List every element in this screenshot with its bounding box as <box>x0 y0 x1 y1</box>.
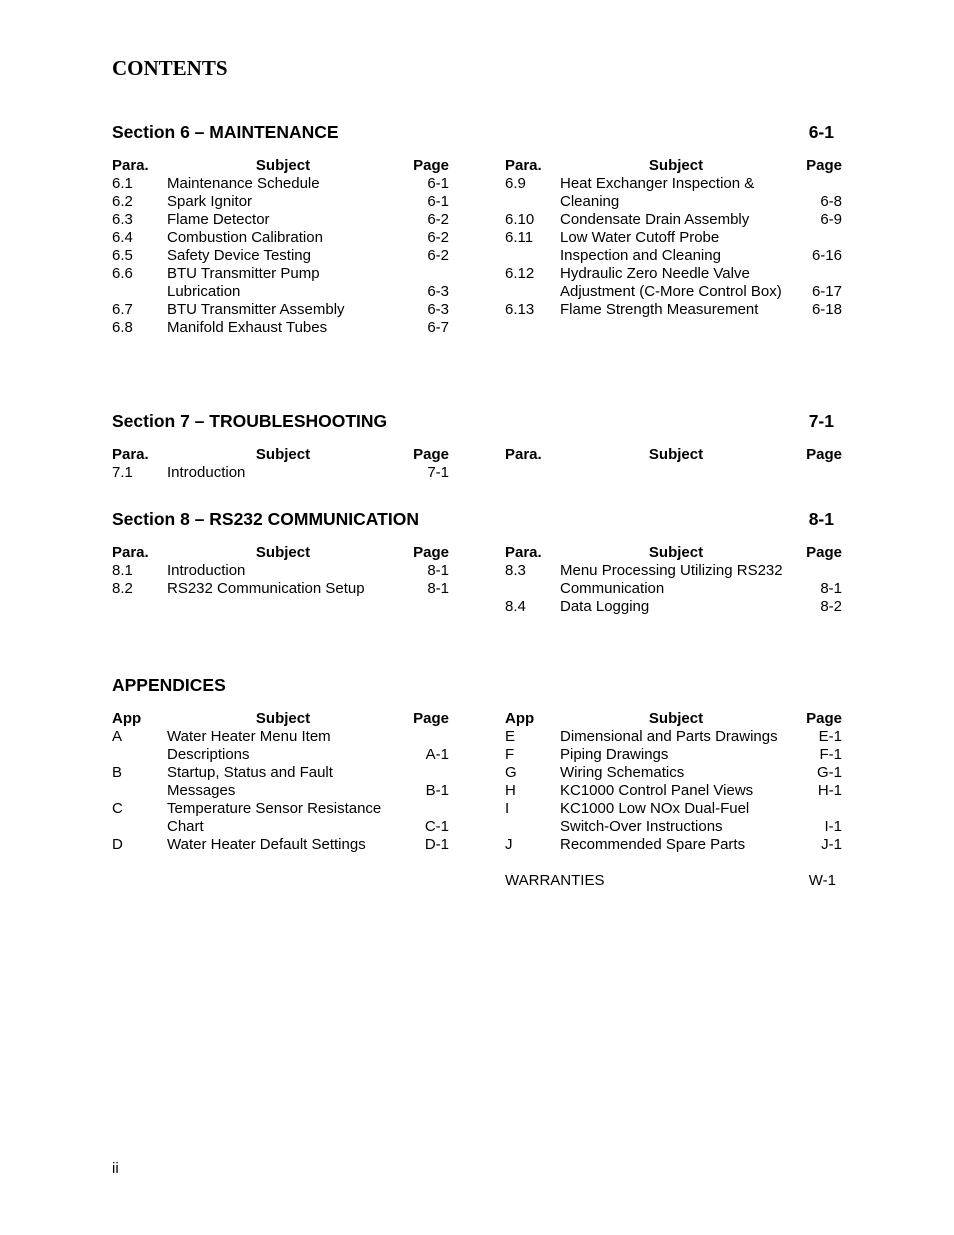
header-subject: Subject <box>255 446 311 463</box>
section-title: APPENDICES <box>112 675 226 695</box>
entry-page: B-1 <box>425 782 449 799</box>
toc-entry <box>112 580 449 598</box>
header-para: Para. <box>112 157 149 174</box>
entry-subject: Water Heater Default Settings <box>167 836 366 853</box>
entry-page: 7-1 <box>427 464 449 481</box>
header-subject: Subject <box>255 157 311 174</box>
section-page: 6-1 <box>808 122 834 142</box>
toc-column <box>112 544 449 598</box>
header-para: Para. <box>112 446 149 463</box>
header-subject: Subject <box>648 446 704 463</box>
header-subject: Subject <box>648 157 704 174</box>
entry-para: H <box>505 782 516 799</box>
toc-entry <box>112 247 449 265</box>
entry-subject: Dimensional and Parts Drawings <box>560 728 778 745</box>
column-header <box>505 446 842 464</box>
column-header <box>505 710 842 728</box>
toc-entry <box>112 265 449 301</box>
entry-page: 6-3 <box>427 301 449 318</box>
entry-subject: Temperature Sensor Resistance Chart <box>167 800 382 835</box>
entry-page: 8-2 <box>820 598 842 615</box>
toc-entry <box>505 175 842 211</box>
toc-column <box>112 157 449 337</box>
entry-subject: KC1000 Control Panel Views <box>560 782 754 799</box>
entry-para: 6.12 <box>505 265 535 282</box>
toc-entry <box>505 782 842 800</box>
warranties-label: WARRANTIES <box>505 872 605 889</box>
header-page: Page <box>413 157 449 174</box>
toc-entry <box>112 193 449 211</box>
toc-entry <box>505 746 842 764</box>
toc-column <box>112 710 449 854</box>
toc-entry <box>112 301 449 319</box>
entry-subject: Maintenance Schedule <box>167 175 320 192</box>
entry-para: 6.7 <box>112 301 133 318</box>
entry-para: 8.2 <box>112 580 133 597</box>
entry-subject: Combustion Calibration <box>167 229 323 246</box>
entry-subject: Spark Ignitor <box>167 193 253 210</box>
toc-entry <box>112 464 449 482</box>
entry-page: 8-1 <box>427 562 449 579</box>
entry-subject: Flame Strength Measurement <box>560 301 759 318</box>
entry-page: C-1 <box>424 818 449 835</box>
entry-para: B <box>112 764 123 781</box>
entry-page: 6-16 <box>811 247 842 264</box>
appendices-heading <box>112 674 834 696</box>
entry-subject: Heat Exchanger Inspection & Cleaning <box>560 175 755 210</box>
section-title: Section 8 – RS232 COMMUNICATION <box>112 509 419 529</box>
column-header <box>112 544 449 562</box>
section-7-heading <box>112 410 834 432</box>
page-title: CONTENTS <box>112 56 228 80</box>
toc-entry <box>112 229 449 247</box>
entry-page: E-1 <box>818 728 842 745</box>
header-para: Para. <box>505 446 542 463</box>
entry-page: 6-2 <box>427 211 449 228</box>
column-header <box>112 446 449 464</box>
toc-entry <box>112 764 449 800</box>
header-para: Para. <box>505 157 542 174</box>
page-number: ii <box>112 1160 119 1177</box>
section-6-heading <box>112 121 834 143</box>
header-subject: Subject <box>648 710 704 727</box>
entry-page: 8-1 <box>820 580 842 597</box>
toc-column <box>505 157 842 319</box>
entry-para: C <box>112 800 123 817</box>
entry-para: I <box>505 800 510 817</box>
toc-entry <box>505 836 842 854</box>
entry-para: A <box>112 728 123 745</box>
header-subject: Subject <box>255 710 311 727</box>
entry-page: 6-7 <box>427 319 449 336</box>
warranties-page: W-1 <box>808 872 836 889</box>
entry-para: 7.1 <box>112 464 133 481</box>
section-page: 7-1 <box>808 411 834 431</box>
entry-para: 8.1 <box>112 562 133 579</box>
header-page: Page <box>413 710 449 727</box>
entry-page: 6-8 <box>820 193 842 210</box>
toc-entry <box>112 319 449 337</box>
entry-para: 6.6 <box>112 265 133 282</box>
section-title: Section 7 – TROUBLESHOOTING <box>112 411 388 431</box>
entry-page: 6-1 <box>427 193 449 210</box>
toc-entry <box>112 211 449 229</box>
toc-entry <box>505 598 842 616</box>
entry-subject: Safety Device Testing <box>167 247 311 264</box>
column-header <box>112 157 449 175</box>
entry-subject: Water Heater Menu Item Descriptions <box>167 728 331 763</box>
column-header <box>112 710 449 728</box>
entry-subject: Low Water Cutoff Probe Inspection and Cleaning <box>560 229 721 264</box>
toc-entry <box>112 836 449 854</box>
entry-subject: Piping Drawings <box>560 746 669 763</box>
entry-subject: Manifold Exhaust Tubes <box>167 319 328 336</box>
entry-para: 6.5 <box>112 247 133 264</box>
header-para: App <box>505 710 535 727</box>
header-subject: Subject <box>255 544 311 561</box>
entry-page: 6-1 <box>427 175 449 192</box>
column-header <box>505 544 842 562</box>
entry-subject: Hydraulic Zero Needle Valve Adjustment (C-More Control Box) <box>560 265 782 300</box>
header-page: Page <box>806 710 842 727</box>
toc-column <box>505 544 842 616</box>
entry-para: F <box>505 746 515 763</box>
header-page: Page <box>413 446 449 463</box>
entry-para: 6.1 <box>112 175 133 192</box>
entry-subject: Flame Detector <box>167 211 270 228</box>
entry-subject: Wiring Schematics <box>560 764 685 781</box>
toc-entry <box>505 764 842 782</box>
entry-page: G-1 <box>816 764 842 781</box>
toc-entry <box>505 562 842 598</box>
toc-entry <box>112 562 449 580</box>
entry-para: 6.4 <box>112 229 133 246</box>
entry-page: F-1 <box>819 746 842 763</box>
entry-page: 8-1 <box>427 580 449 597</box>
entry-subject: Introduction <box>167 562 246 579</box>
header-subject: Subject <box>648 544 704 561</box>
entry-page: D-1 <box>424 836 449 853</box>
entry-para: 8.4 <box>505 598 526 615</box>
entry-para: 6.8 <box>112 319 133 336</box>
entry-subject: Introduction <box>167 464 246 481</box>
entry-para: J <box>505 836 513 853</box>
entry-page: H-1 <box>817 782 842 799</box>
toc-column <box>505 710 842 854</box>
entry-para: 6.3 <box>112 211 133 228</box>
toc-entry <box>112 800 449 836</box>
entry-page: 6-9 <box>820 211 842 228</box>
toc-entry <box>505 229 842 265</box>
header-page: Page <box>806 544 842 561</box>
entry-page: A-1 <box>425 746 449 763</box>
entry-subject: RS232 Communication Setup <box>167 580 365 597</box>
entry-para: E <box>505 728 516 745</box>
entry-subject: Menu Processing Utilizing RS232 Communication <box>560 562 783 597</box>
toc-entry <box>112 728 449 764</box>
entry-para: 8.3 <box>505 562 526 579</box>
column-header <box>505 157 842 175</box>
entry-page: J-1 <box>821 836 842 853</box>
header-para: Para. <box>112 544 149 561</box>
section-title: Section 6 – MAINTENANCE <box>112 122 339 142</box>
entry-subject: BTU Transmitter Assembly <box>167 301 345 318</box>
entry-subject: Startup, Status and Fault Messages <box>167 764 333 799</box>
entry-page: 6-3 <box>427 283 449 300</box>
toc-entry <box>505 301 842 319</box>
header-para: App <box>112 710 142 727</box>
header-page: Page <box>413 544 449 561</box>
entry-para: 6.9 <box>505 175 526 192</box>
entry-subject: BTU Transmitter Pump Lubrication <box>167 265 320 300</box>
entry-subject: Condensate Drain Assembly <box>560 211 750 228</box>
entry-subject: Recommended Spare Parts <box>560 836 746 853</box>
entry-para: D <box>112 836 123 853</box>
toc-entry <box>505 728 842 746</box>
entry-subject: KC1000 Low NOx Dual-Fuel Switch-Over Instructions <box>560 800 750 835</box>
toc-entry <box>505 211 842 229</box>
toc-column <box>112 446 449 482</box>
entry-subject: Data Logging <box>560 598 650 615</box>
entry-page: 6-17 <box>811 283 842 300</box>
section-page: 8-1 <box>808 509 834 529</box>
header-page: Page <box>806 157 842 174</box>
entry-para: 6.2 <box>112 193 133 210</box>
header-page: Page <box>806 446 842 463</box>
warranties-entry <box>505 872 836 890</box>
entry-page: 6-18 <box>811 301 842 318</box>
entry-para: 6.13 <box>505 301 535 318</box>
section-8-heading <box>112 508 834 530</box>
entry-para: 6.11 <box>505 229 534 246</box>
entry-page: 6-2 <box>427 247 449 264</box>
toc-entry <box>505 265 842 301</box>
toc-entry <box>112 175 449 193</box>
entry-para: 6.10 <box>505 211 535 228</box>
toc-column <box>505 446 842 464</box>
header-para: Para. <box>505 544 542 561</box>
entry-page: 6-2 <box>427 229 449 246</box>
toc-entry <box>505 800 842 836</box>
entry-para: G <box>505 764 517 781</box>
entry-page: I-1 <box>824 818 842 835</box>
